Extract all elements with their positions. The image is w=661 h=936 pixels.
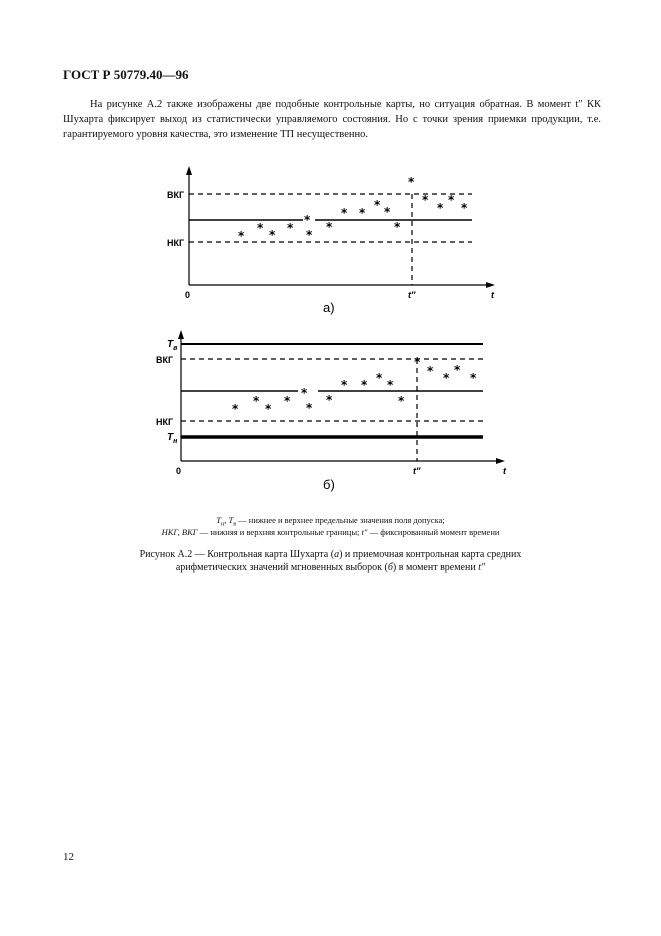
chart-b-points <box>232 355 477 416</box>
legend-note-line-1: $T_н$, $T_в$ — нижнее и верхнее предельные значения поля допуска; <box>216 515 445 528</box>
chart-b-point: * <box>253 394 260 408</box>
chart-a-t-axis-label: t <box>491 290 494 300</box>
chart-a-point: * <box>461 201 468 215</box>
chart-b-point: * <box>376 371 383 385</box>
chart-b-origin-label: 0 <box>176 466 182 476</box>
chart-a-point: * <box>238 229 245 243</box>
chart-b-point: * <box>232 402 239 416</box>
chart-b-point: * <box>387 378 394 392</box>
chart-a-point: * <box>287 221 294 235</box>
paragraph-text: На рисунке А.2 также изображены две подобные контрольные карты, но ситуация обратная. В момент t″ КК Шухарта фиксирует выход из статистически управляемого состояния. Но с точки зрения приемки продукции, т.е. гарантируемого уровня качества, это изменение ТП несущественно. <box>63 99 601 140</box>
legend-note-line-2: НКГ, ВКГ — нижняя и верхняя контрольные границы; t″ — фиксированный момент времени <box>161 527 500 537</box>
chart-b-point: * <box>306 401 313 415</box>
chart-a-point: * <box>384 205 391 219</box>
document-header: ГОСТ Р 50779.40—96 <box>63 67 189 82</box>
chart-a-point: * <box>359 206 366 220</box>
chart-b-point: * <box>454 363 461 377</box>
chart-b-t-axis-label: t <box>503 466 506 476</box>
chart-b-nkg-label: НКГ <box>156 417 174 427</box>
chart-a-t-marker-label: t″ <box>408 290 416 300</box>
chart-a-point: * <box>326 220 333 234</box>
chart-a-nkg-label: НКГ <box>167 238 185 248</box>
chart-a-point: * <box>257 221 264 235</box>
chart-b-point: * <box>470 371 477 385</box>
chart-a-point: * <box>341 206 348 220</box>
chart-b-vkg-label: ВКГ <box>156 355 174 365</box>
chart-b-point: * <box>427 364 434 378</box>
chart-a-point: * <box>306 228 313 242</box>
chart-b-point: * <box>284 394 291 408</box>
chart-b-sublabel: б) <box>323 477 335 492</box>
chart-b-point: * <box>414 355 421 369</box>
chart-a-sublabel: а) <box>323 300 335 315</box>
chart-a-point: * <box>448 193 455 207</box>
chart-b-point: * <box>265 402 272 416</box>
chart-a-point: * <box>408 175 415 189</box>
chart-a-origin-label: 0 <box>185 290 191 300</box>
chart-b-point: * <box>398 394 405 408</box>
page-number: 12 <box>63 851 74 863</box>
chart-b-point: * <box>361 378 368 392</box>
chart-b-point: * <box>443 371 450 385</box>
chart-b-point: * <box>326 393 333 407</box>
figure-caption: Рисунок А.2 — Контрольная карта Шухарта (а) и приемочная контрольная карта средних арифметических значений мгновенных выборок (б) в момент времени t″ <box>139 549 522 573</box>
chart-b-tn-label: $T_н$ <box>167 432 178 445</box>
chart-b-point: * <box>341 378 348 392</box>
chart-a-point: * <box>269 228 276 242</box>
chart-b-y-arrow <box>178 330 184 339</box>
chart-b-t-marker-label: t″ <box>413 466 421 476</box>
chart-a-point: * <box>394 220 401 234</box>
chart-b-tv-label: $T_в$ <box>167 339 178 352</box>
chart-b-point: * <box>301 386 308 400</box>
chart-b-x-arrow <box>496 458 505 464</box>
chart-a-vkg-label: ВКГ <box>167 190 185 200</box>
chart-a-point: * <box>422 193 429 207</box>
chart-a-point: * <box>437 201 444 215</box>
chart-a-point: * <box>304 213 311 227</box>
chart-a-point: * <box>374 198 381 212</box>
